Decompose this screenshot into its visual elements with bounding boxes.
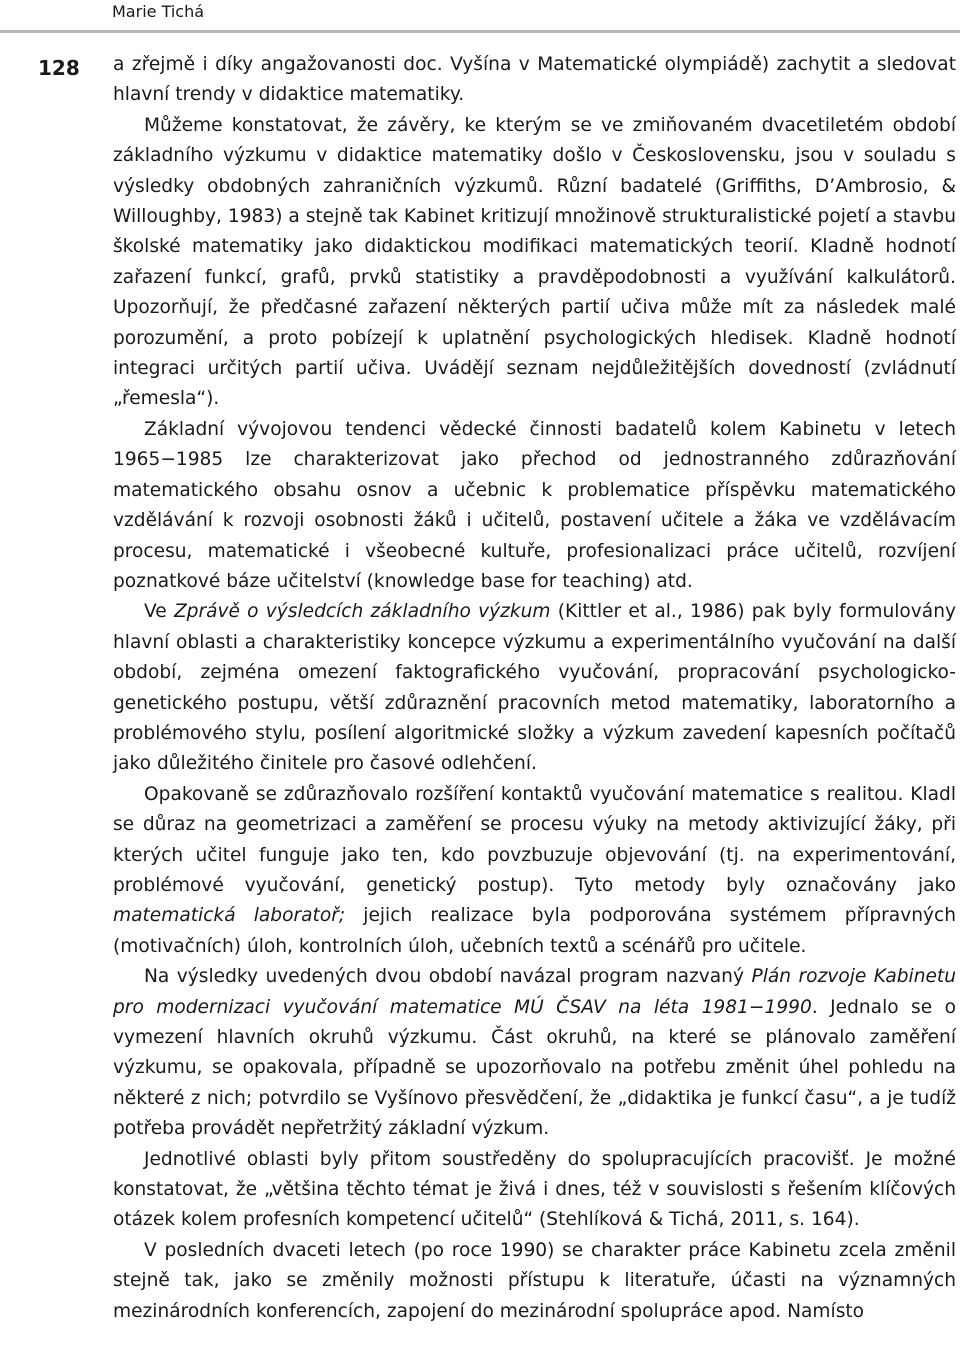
body-text [113,50,956,1327]
paragraph-text: Opakovaně se zdůrazňovalo rozšíření kontaktů vyučování matematice s realitou. Kladl se důraz na geometrizaci a zaměření se procesu výuky na metody aktivizující žáky, při kterých učitel funguje jako ten, kdo povzbuzuje objevování (tj. na experimentování, problémové vyučování, genetický postup). Tyto metody byly označovány jako [113,783,956,896]
term-italic: matematická laboratoř; [113,905,346,927]
paragraph-text: Jednotlivé oblasti byly přitom soustředěny do spolupracujících pracovišť. Je možné konstatovat, že „většina těchto témat je živá i dnes, též v souvislosti s řešením klíčových otázek kolem profesních kompetencí učitelů“ (Stehlíková & Tichá, 2011, s. 164). [113,1148,956,1231]
paragraph-text: Základní vývojovou tendenci vědecké činnosti badatelů kolem Kabinetu v letech 1965−1985 lze charakterizovat jako přechod od jednostranného zdůrazňování matematického obsahu osnov a učebnic k problematice příspěvku matematického vzdělávání k rozvoji osobnosti žáků i učitelů, postavení učitele a žáka ve vzdělávacím procesu, matematické i všeobecné kultuře, profesionalizaci práce učitelů, rozvíjení poznatkové báze učitelství (knowledge base for teaching) atd. [113,418,956,592]
paragraph-text: a zřejmě i díky angažovanosti doc. Vyšína v Matematické olympiádě) zachytit a sledovat hlavní trendy v didaktice matematiky. [113,54,956,106]
paragraph [113,780,956,962]
paragraph-text: V posledních dvaceti letech (po roce 1990) se charakter práce Kabinetu zcela změnil stejně tak, jako se změnily možnosti přístupu k literatuře, účasti na významných mezinárodních konferencích, zapojení do mezinárodní spolupráce apod. Namísto [113,1239,956,1322]
paragraph-text: (Kittler et al., 1986) pak byly formulovány hlavní oblasti a charakteristiky koncepce výzkumu a experimentálního vyučování na další období, zejména omezení faktografického vyučování, propracování psychologicko-genetického postupu, větší zdůraznění pracovních metod matematiky, laboratorního a problémového stylu, posílení algoritmické složky a výzkum zavedení kapesních počítačů jako důležitého činitele pro časové odlehčení. [113,601,956,775]
paragraph-text: Ve [144,601,174,623]
paragraph [113,1145,956,1236]
paragraph [113,597,956,779]
paragraph-continuation [113,50,956,111]
program-title-italic: Plán rozvoje Kabinetu pro modernizaci vyučování matematice MÚ ČSAV na léta 1981−1990 [113,966,957,1018]
paragraph-text: jejich realizace byla podporována systémem přípravných (motivačních) úloh, kontrolních úloh, učebních textů a scénářů pro učitele. [113,905,956,957]
page-number: 128 [38,56,80,80]
paragraph-text: Na výsledky uvedených dvou období navázal program nazvaný [144,966,752,988]
paragraph-text: Můžeme konstatovat, že závěry, ke kterým se ve zmiňovaném dvacetiletém období základního výzkumu v didaktice matematiky došlo v Československu, jsou v souladu s výsledky obdobných zahraničních výzkumů. Různí badatelé (Griffiths, D’Ambrosio, & Willoughby, 1983) a stejně tak Kabinet kritizují množinově strukturalistické pojetí a stavbu školské matematiky jako didaktickou modifikaci matematických teorií. Kladně hodnotí zařazení funkcí, grafů, prvků statistiky a pravděpodobnosti a využívání kalkulátorů. Upozorňují, že předčasné zařazení některých partií učiva může mít za následek malé porozumění, a proto pobízejí k uplatnění psychologických hledisek. Kladně hodnotí integraci určitých partií učiva. Uvádějí seznam nejdůležitějších dovedností (zvládnutí „řemesla“). [113,114,956,410]
running-header-author: Marie Tichá [112,2,205,21]
paragraph [113,962,956,1144]
paragraph [113,111,956,415]
paragraph [113,1236,956,1327]
paragraph [113,415,956,597]
report-title-italic: Zprávě o výsledcích základního výzkum [173,601,551,623]
paragraph-text: . Jednalo se o vymezení hlavních okruhů výzkumu. Část okruhů, na které se plánovalo zaměření výzkumu, se opakovala, případně se upozorňovalo na potřebu změnit úhel pohledu na některé z nich; potvrdilo se Vyšínovo přesvědčení, že „didaktika je funkcí času“, a je tudíž potřeba provádět nepřetržitý základní výzkum. [113,996,956,1140]
header-rule [0,30,960,33]
